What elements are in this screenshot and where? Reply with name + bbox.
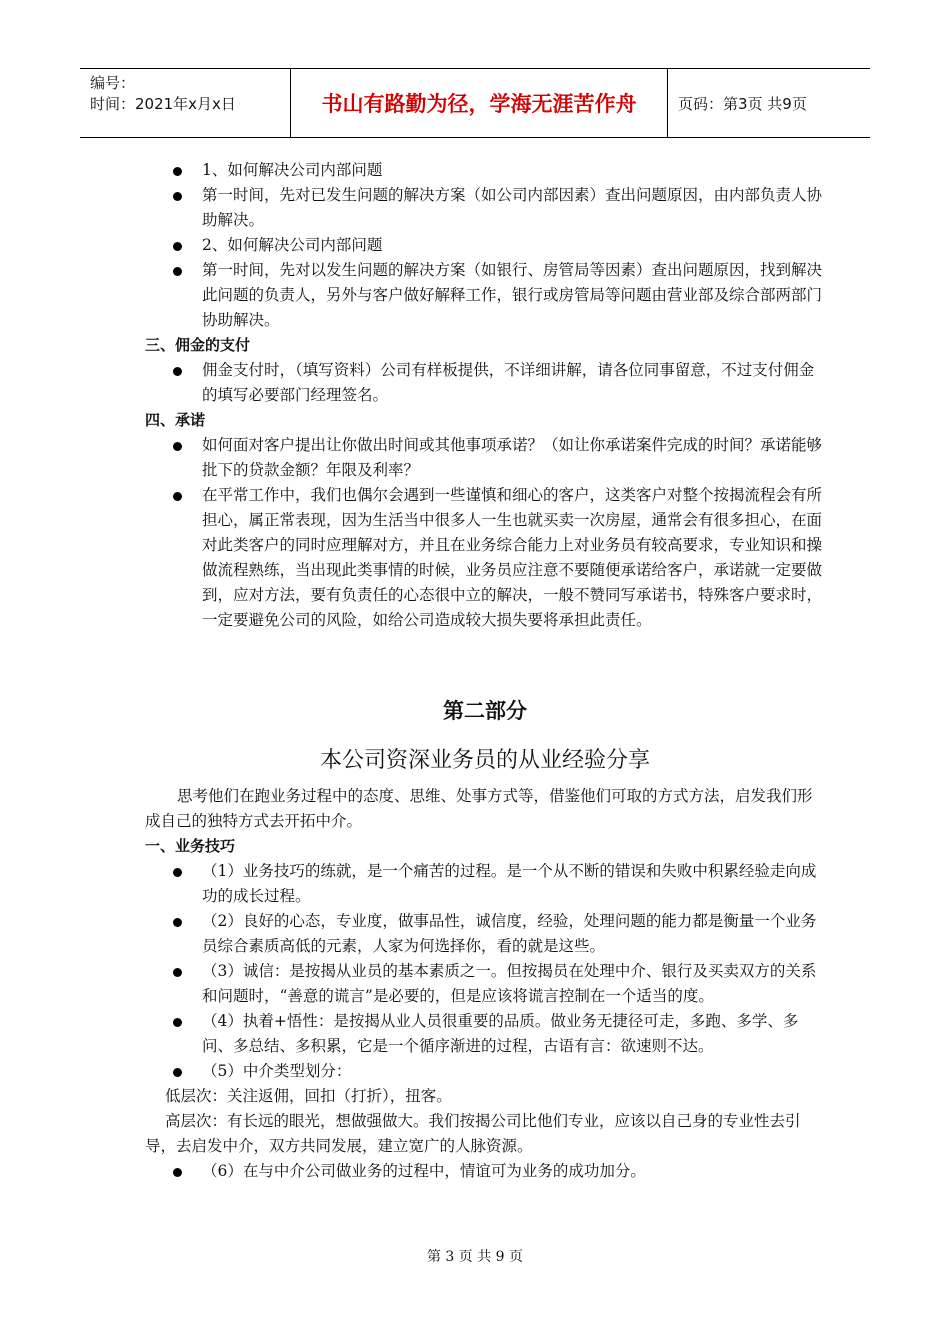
bullet-item xyxy=(145,183,825,233)
bullet-item xyxy=(145,1059,825,1084)
time-label: 时间：2021年x月x日 xyxy=(90,95,236,113)
header-motto: 书山有路勤为径，学海无涯苦作舟 xyxy=(291,69,668,137)
bullet-item xyxy=(145,233,825,258)
bullet-icon xyxy=(173,1168,182,1177)
bullet-icon xyxy=(173,492,182,501)
bullet-item xyxy=(145,258,825,333)
bullet-item xyxy=(145,959,825,1009)
bullet-text: 第一时间，先对以发生问题的解决方案（如银行、房管局等因素）查出问题原因，找到解决此问题的负责人，另外与客户做好解释工作，银行或房管局等问题由营业部及综合部两部门协助解决。 xyxy=(202,261,823,329)
number-label: 编号： xyxy=(90,74,136,92)
bullet-text: 第一时间，先对已发生问题的解决方案（如公司内部因素）查出问题原因，由内部负责人协助解决。 xyxy=(202,186,823,229)
bullet-item xyxy=(145,433,825,483)
bullet-icon xyxy=(173,242,182,251)
bullet-item xyxy=(145,909,825,959)
bullet-text: 如何面对客户提出让你做出时间或其他事项承诺？（如让你承诺案件完成的时间？承诺能够批下的贷款金额？年限及利率？ xyxy=(202,436,823,479)
bullet-text: （4）执着+悟性：是按揭从业人员很重要的品质。做业务无捷径可走，多跑、多学、多问、多总结、多积累，它是一个循序渐进的过程，古语有言：欲速则不达。 xyxy=(202,1012,799,1055)
low-level-text: 低层次：关注返佣，回扣（打折），扭客。 xyxy=(165,1087,452,1105)
bullet-item xyxy=(145,483,825,633)
bullet-text: 佣金支付时，（填写资料）公司有样板提供，不详细讲解，请各位同事留意，不过支付佣金的填写必要部门经理签名。 xyxy=(202,361,815,404)
bullet-icon xyxy=(173,167,182,176)
bullet-item xyxy=(145,859,825,909)
header-table xyxy=(80,68,870,138)
section-heading: 四、承诺 xyxy=(145,411,206,429)
bullet-text: 2、如何解决公司内部问题 xyxy=(202,236,383,254)
bullet-icon xyxy=(173,367,182,376)
section-heading: 三、佣金的支付 xyxy=(145,336,251,354)
section-heading: 一、业务技巧 xyxy=(145,837,236,855)
bullet-text: （2）良好的心态，专业度，做事品性，诚信度，经验，处理问题的能力都是衡量一个业务员综合素质高低的元素，人家为何选择你，看的就是这些。 xyxy=(202,912,817,955)
intro-paragraph: 思考他们在跑业务过程中的态度、思维、处事方式等，借鉴他们可取的方式方法，启发我们形成自己的独特方式去开拓中介。 xyxy=(145,787,813,830)
bullet-item xyxy=(145,1009,825,1059)
bullet-item xyxy=(145,1159,825,1184)
bullet-icon xyxy=(173,918,182,927)
document-body xyxy=(145,158,825,1184)
bullet-text: 在平常工作中，我们也偶尔会遇到一些谨慎和细心的客户，这类客户对整个按揭流程会有所担心，属正常表现，因为生活当中很多人一生也就买卖一次房屋，通常会有很多担心，在面对此类客户的同时应理解对方，并且在业务综合能力上对业务员有较高要求，专业知识和操做流程熟练，当出现此类事情的时候，业务员应注意不要随便承诺给客户，承诺就一定要做到，应对方法，要有负责任的心态很中立的解决，一般不赞同写承诺书，特殊客户要求时，一定要避免公司的风险，如给公司造成较大损失要将承担此责任。 xyxy=(202,486,823,629)
bullet-icon xyxy=(173,1018,182,1027)
bullet-text: （3）诚信：是按揭从业员的基本素质之一。但按揭员在处理中介、银行及买卖双方的关系和问题时，“善意的谎言”是必要的，但是应该将谎言控制在一个适当的度。 xyxy=(202,962,817,1005)
bullet-icon xyxy=(173,1068,182,1077)
bullet-icon xyxy=(173,192,182,201)
part-title: 第二部分 xyxy=(443,699,527,723)
bullet-item xyxy=(145,358,825,408)
part-subtitle: 本公司资深业务员的从业经验分享 xyxy=(319,748,650,773)
bullet-text: （6）在与中介公司做业务的过程中，情谊可为业务的成功加分。 xyxy=(202,1162,646,1180)
bullet-icon xyxy=(173,968,182,977)
bullet-icon xyxy=(173,868,182,877)
bullet-text: （5）中介类型划分： xyxy=(202,1062,352,1080)
bullet-item xyxy=(145,158,825,183)
high-level-text: 高层次：有长远的眼光，想做强做大。我们按揭公司比他们专业，应该以自己身的专业性去引导，去启发中介，双方共同发展，建立宽广的人脉资源。 xyxy=(145,1112,801,1155)
bullet-icon xyxy=(173,267,182,276)
header-left-cell xyxy=(80,69,291,137)
bullet-text: 1、如何解决公司内部问题 xyxy=(202,161,383,179)
bullet-icon xyxy=(173,442,182,451)
bullet-text: （1）业务技巧的练就，是一个痛苦的过程。是一个从不断的错误和失败中积累经验走向成功的成长过程。 xyxy=(202,862,817,905)
header-page-code: 页码：第3页 共9页 xyxy=(678,94,807,113)
page-footer: 第 3 页 共 9 页 xyxy=(426,1249,524,1265)
